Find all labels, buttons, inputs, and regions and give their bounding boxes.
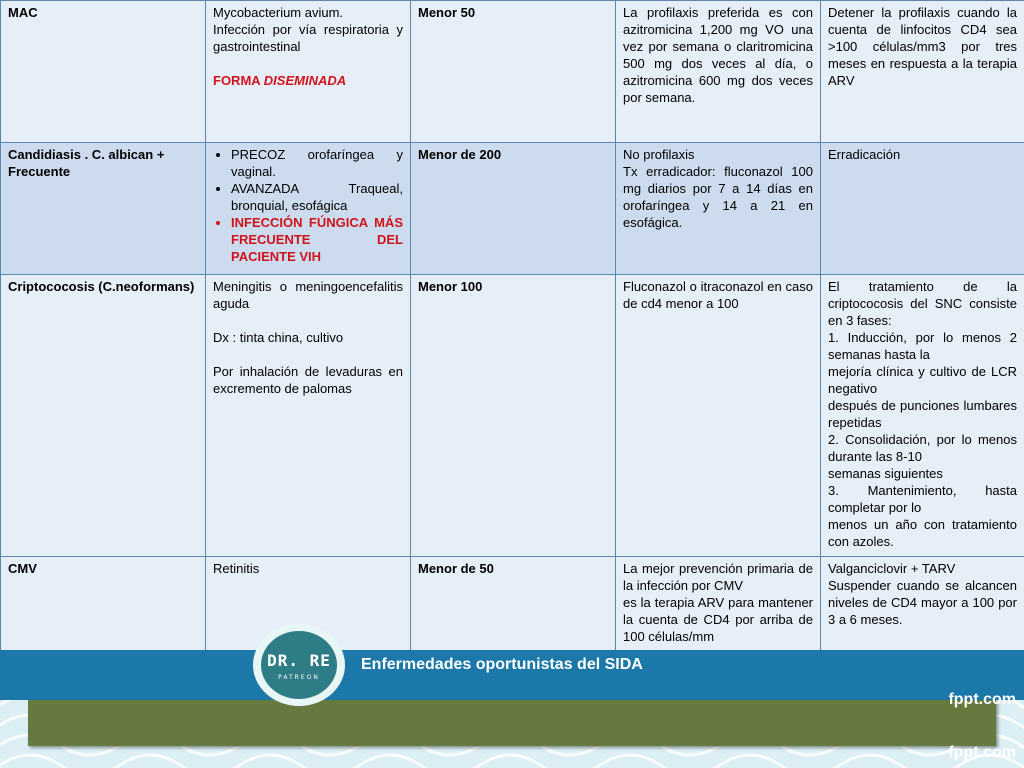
table-row	[1, 557, 1024, 653]
table-row	[1, 143, 1024, 275]
notes-line: Valganciclovir + TARV	[828, 561, 956, 576]
description-line: Infección por vía respiratoria y gastrointestinal	[213, 22, 403, 54]
notes	[821, 275, 1024, 557]
form-prefix: FORMA	[213, 73, 264, 88]
footer-green-box	[28, 700, 996, 746]
disease-description	[206, 275, 411, 557]
notes-line: 1. Inducción, por lo menos 2 semanas hasta la	[828, 330, 1017, 362]
notes	[821, 557, 1024, 653]
form-italic: DISEMINADA	[263, 73, 347, 88]
notes-line: El tratamiento de la criptococosis del SNC consiste en 3 fases:	[828, 279, 1017, 328]
cd4-threshold: Menor 50	[411, 1, 616, 143]
treatment-line: Tx erradicador: fluconazol 100 mg diarios por 7 a 14 días en orofaríngea y 14 a 21 en esofágica.	[623, 164, 813, 230]
bullet-item-highlight: • INFECCIÓN FÚNGICA MÁS FRECUENTE DEL PACIENTE VIH	[231, 214, 403, 265]
description-line: Mycobacterium avium.	[213, 5, 344, 20]
notes-line: después de punciones lumbares repetidas	[828, 398, 1017, 430]
cd4-threshold: Menor de 200	[411, 143, 616, 275]
logo-subtext: PATREON	[278, 674, 320, 681]
notes-line: semanas siguientes	[828, 466, 943, 481]
notes-line: 3. Mantenimiento, hasta completar por lo	[828, 483, 1017, 515]
treatment: Fluconazol o itraconazol en caso de cd4 menor a 100	[616, 275, 821, 557]
description-line: Dx : tinta china, cultivo	[213, 330, 344, 345]
notes: Erradicación	[821, 143, 1024, 275]
dr-re-logo	[253, 624, 345, 706]
disease-description: Retinitis	[206, 557, 411, 653]
description-line: Por inhalación de levaduras en excremento de palomas	[213, 364, 403, 396]
disease-description	[206, 143, 411, 275]
treatment	[616, 557, 821, 653]
notes-line: 2. Consolidación, por lo menos durante las 8-10	[828, 432, 1017, 464]
disease-name: CMV	[1, 557, 206, 653]
cd4-threshold: Menor 100	[411, 275, 616, 557]
bullet-item: • PRECOZ orofaríngea y vaginal.	[231, 146, 403, 180]
notes: Detener la profilaxis cuando la cuenta de linfocitos CD4 sea >100 células/mm3 por tres meses en respuesta a la terapia ARV	[821, 1, 1024, 143]
disease-name: Criptococosis (C.neoformans)	[1, 275, 206, 557]
notes-line: menos un año con tratamiento con azoles.	[828, 517, 1017, 549]
table-row	[1, 1, 1024, 143]
treatment-line: La mejor prevención primaria de la infección por CMV	[623, 561, 813, 593]
logo-text: DR. RE	[267, 651, 331, 670]
notes-line: mejoría clínica y cultivo de LCR negativo	[828, 364, 1017, 396]
treatment-line: es la terapia ARV para mantener la cuenta de CD4 por arriba de 100 células/mm	[623, 595, 813, 644]
disseminated-form-label	[213, 72, 403, 89]
disease-name: Candidiasis . C. albican + Frecuente	[1, 143, 206, 275]
bullet-item: • AVANZADA Traqueal, bronquial, esofágica	[231, 180, 403, 214]
slide-title: Enfermedades oportunistas del SIDA	[361, 656, 643, 673]
treatment	[616, 143, 821, 275]
watermark-top: fppt.com	[948, 691, 1016, 708]
description-line: Meningitis o meningoencefalitis aguda	[213, 279, 403, 311]
disease-description	[206, 1, 411, 143]
watermark-bottom: fppt.com	[948, 744, 1016, 761]
treatment: La profilaxis preferida es con azitromicina 1,200 mg VO una vez por semana o claritromicina 500 mg dos veces al día, o azitromicina 600 mg dos veces por semana.	[616, 1, 821, 143]
treatment-line: No profilaxis	[623, 147, 695, 162]
table-row	[1, 275, 1024, 557]
description-bullets	[213, 146, 403, 265]
cd4-threshold: Menor de 50	[411, 557, 616, 653]
notes-line: Suspender cuando se alcancen niveles de CD4 mayor a 100 por 3 a 6 meses.	[828, 578, 1017, 627]
disease-name: MAC	[1, 1, 206, 143]
